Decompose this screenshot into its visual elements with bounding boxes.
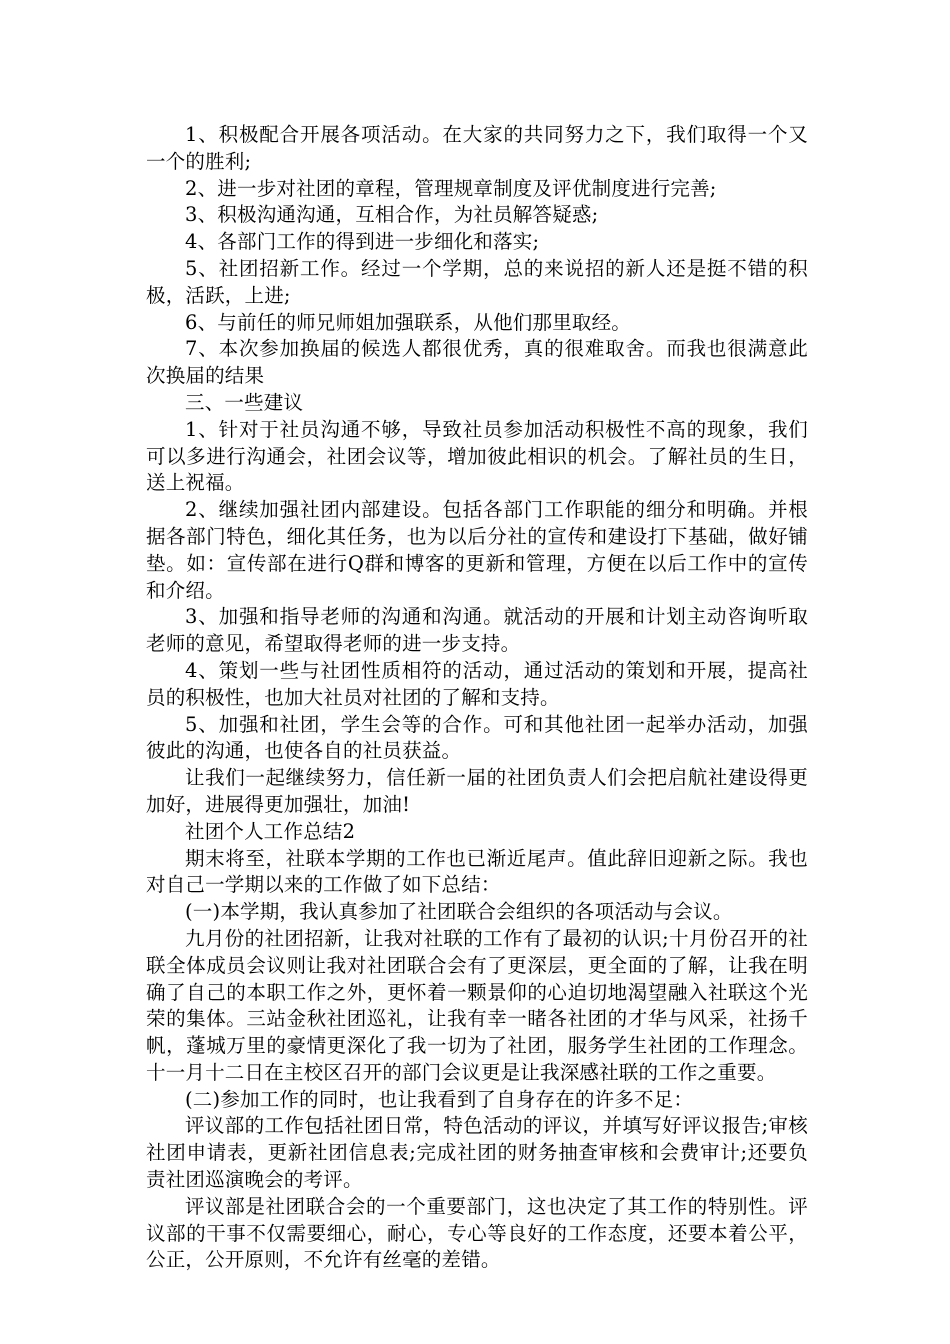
paragraph-closing: 让我们一起继续努力，信任新一届的社团负责人们会把启航社建设得更加好，进展得更加强壮，加油! — [146, 766, 808, 816]
paragraph-achievement-4: 4、各部门工作的得到进一步细化和落实; — [185, 230, 540, 254]
paragraph-achievement-6: 6、与前任的师兄师姐加强联系，从他们那里取经。 — [185, 310, 632, 334]
paragraph-achievement-5: 5、社团招新工作。经过一个学期，总的来说招的新人还是挺不错的积极，活跃，上进; — [146, 256, 808, 307]
paragraph-achievement-2: 2、进一步对社团的章程，管理规章制度及评优制度进行完善; — [185, 176, 717, 200]
paragraph-part-one-heading: (一)本学期，我认真参加了社团联合会组织的各项活动与会议。 — [185, 900, 733, 924]
document-body — [146, 122, 808, 1274]
paragraph-suggestion-1: 1、针对于社员沟通不够，导致社员参加活动积极性不高的现象，我们可以多进行沟通会，社团会议等，增加彼此相识的机会。了解社员的生日，送上祝福。 — [146, 417, 808, 495]
paragraph-review-duties: 评议部的工作包括社团日常，特色活动的评议，并填写好评议报告;审核社团申请表，更新社团信息表;完成社团的财务抽查审核和会费审计;还要负责社团巡演晚会的考评。 — [146, 1114, 808, 1192]
paragraph-suggestion-3: 3、加强和指导老师的沟通和沟通。就活动的开展和计划主动咨询听取老师的意见，希望取得老师的进一步支持。 — [146, 605, 808, 656]
paragraph-achievement-7: 7、本次参加换届的候选人都很优秀，真的很难取舍。而我也很满意此次换届的结果 — [146, 337, 808, 388]
paragraph-suggestion-4: 4、策划一些与社团性质相符的活动，通过活动的策划和开展，提高社员的积极性，也加大社员对社团的了解和支持。 — [146, 658, 808, 709]
paragraph-summary-intro: 期末将至，社联本学期的工作也已渐近尾声。值此辞旧迎新之际。我也对自己一学期以来的工作做了如下总结： — [146, 846, 808, 897]
paragraph-suggestion-5: 5、加强和社团，学生会等的合作。可和其他社团一起举办活动，加强彼此的沟通，也使各自的社员获益。 — [146, 712, 808, 763]
paragraph-achievement-3: 3、积极沟通沟通，互相合作，为社员解答疑惑; — [185, 203, 599, 227]
paragraph-achievement-1: 1、积极配合开展各项活动。在大家的共同努力之下，我们取得一个又一个的胜利; — [146, 123, 808, 173]
paragraph-review-importance: 评议部是社团联合会的一个重要部门，这也决定了其工作的特别性。评议部的干事不仅需要细心，耐心，专心等良好的工作态度，还要本着公平，公正，公开原则，不允许有丝毫的差错。 — [146, 1194, 808, 1272]
paragraph-part-two-heading: (二)参加工作的同时，也让我看到了自身存在的许多不足： — [185, 1087, 694, 1111]
section-heading-suggestions: 三、一些建议 — [185, 390, 304, 414]
paragraph-suggestion-2: 2、继续加强社团内部建设。包括各部门工作职能的细分和明确。并根据各部门特色，细化其任务，也为以后分社的宣传和建设打下基础，做好铺垫。如：宣传部在进行Q群和博客的更新和管理，方便在以后工作中的宣传和介绍。 — [146, 498, 808, 602]
section-title-summary-2: 社团个人工作总结2 — [185, 819, 356, 843]
paragraph-part-one-body: 九月份的社团招新，让我对社联的工作有了最初的认识;十月份召开的社联全体成员会议则让我对社团联合会有了更深层，更全面的了解，让我在明确了自己的本职工作之外，更怀着一颗景仰的心迫切地渴望融入社联这个光荣的集体。三站金秋社团巡礼，让我有幸一睹各社团的才华与风采，社扬千帆，蓬城万里的豪情更深化了我一切为了社团，服务学生社团的工作理念。十一月十二日在主校区召开的部门会议更是让我深感社联的工作之重要。 — [146, 926, 808, 1084]
